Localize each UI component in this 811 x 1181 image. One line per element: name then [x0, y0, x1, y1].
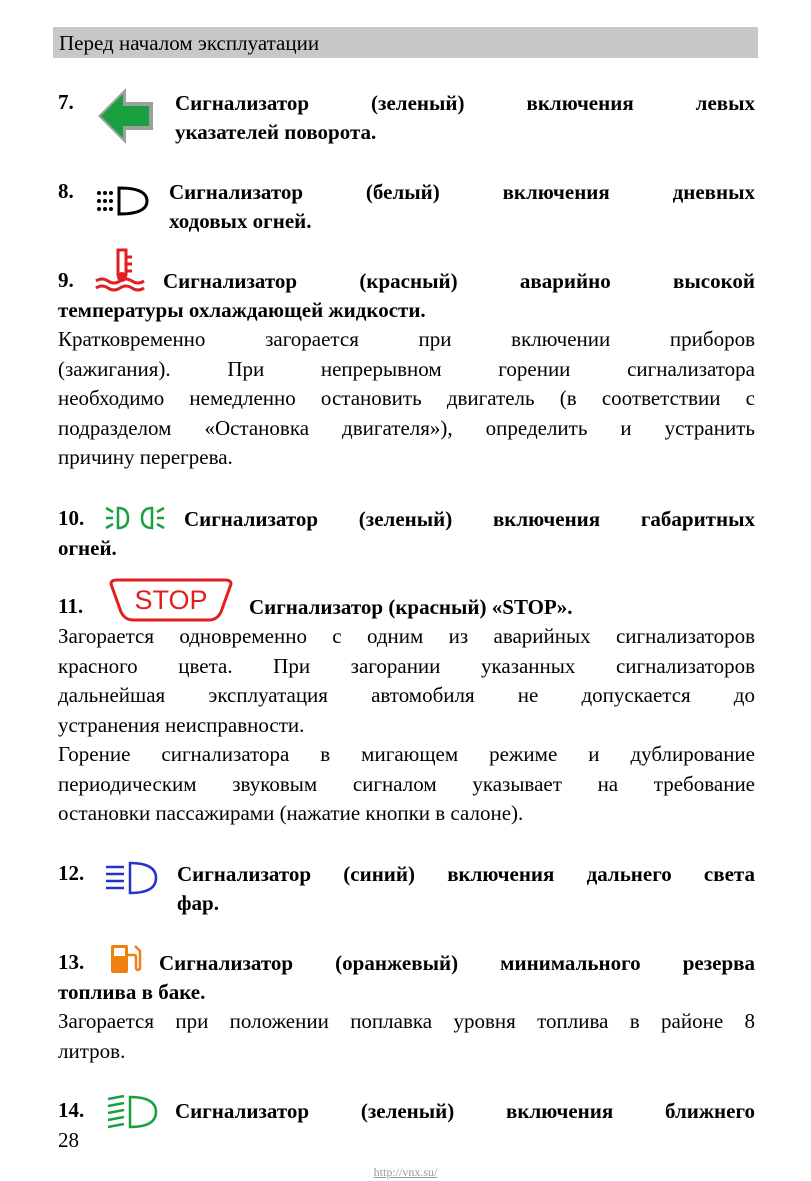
item-7-line-2: указателей поворота.: [175, 120, 377, 144]
item-9-line-2: температуры охлаждающей жидкости.: [58, 298, 426, 322]
stop-icon-text: STOP: [134, 585, 208, 615]
item-11-desc-line-2: красного цвета. При загорании указанных сигнализаторов: [58, 653, 755, 678]
item-12-number: 12.: [58, 861, 85, 885]
item-10-line-2: огней.: [58, 536, 117, 560]
item-11-desc-line-5: Горение сигнализатора в мигающем режиме и дублирование: [58, 742, 755, 766]
item-13-desc-line-2: литров.: [58, 1038, 126, 1063]
item-9-line-1: Сигнализатор (красный) аварийно высокой: [163, 269, 755, 293]
item-10-line-1: Сигнализатор (зеленый) включения габаритных: [184, 507, 755, 531]
item-13-desc-line-1: Загорается при положении поплавка уровня топлива в районе 8: [58, 1009, 755, 1033]
item-9-desc-line-3: необходимо немедленно остановить двигатель (в соответствии с: [58, 386, 755, 410]
item-11-description: [58, 622, 755, 829]
item-7-line-1: Сигнализатор (зеленый) включения левых: [175, 91, 755, 115]
item-9-desc-line-2: (зажигания). При непрерывном горении сигнализатора: [58, 356, 755, 381]
footer-link[interactable]: http://vnx.su/: [373, 1165, 438, 1179]
coolant-temperature-icon: [94, 246, 150, 294]
item-14-line-1: Сигнализатор (зеленый) включения ближнего: [175, 1099, 755, 1123]
item-13-description: [58, 1007, 755, 1066]
item-11-desc-line-6: периодическим звуковым сигналом указывает на требование: [58, 771, 755, 796]
item-9-desc-line-4: подразделом «Остановка двигателя»), определить и устранить: [58, 415, 755, 440]
item-9-number: 9.: [58, 268, 74, 292]
stop-icon: [107, 576, 235, 624]
item-9-desc-line-5: причину перегрева.: [58, 445, 233, 469]
low-beam-icon: [104, 1093, 160, 1133]
high-beam-icon: [104, 859, 160, 899]
left-turn-arrow-icon: [95, 85, 157, 147]
item-12-line-2: фар.: [177, 891, 219, 915]
item-8-line-1: Сигнализатор (белый) включения дневных: [169, 180, 755, 204]
page-number: 28: [58, 1128, 79, 1152]
item-11-line-1: Сигнализатор (красный) «STOP».: [249, 595, 573, 619]
item-8-line-2: ходовых огней.: [169, 209, 312, 233]
item-11-number: 11.: [58, 594, 84, 618]
side-marker-lights-icon: [104, 502, 172, 534]
item-14-number: 14.: [58, 1098, 85, 1122]
item-13-number: 13.: [58, 950, 85, 974]
page-header: [53, 27, 758, 58]
daytime-running-lights-icon: [95, 184, 151, 218]
item-9-description: [58, 325, 755, 473]
item-11-desc-line-7: остановки пассажирами (нажатие кнопки в салоне).: [58, 801, 524, 825]
item-8-number: 8.: [58, 179, 74, 203]
item-13-line-1: Сигнализатор (оранжевый) минимального резерва: [159, 951, 755, 975]
item-11-desc-line-1: Загорается одновременно с одним из аварийных сигнализаторов: [58, 624, 755, 648]
item-11-desc-line-3: дальнейшая эксплуатация автомобиля не допускается до: [58, 683, 755, 707]
item-11-desc-line-4: устранения неисправности.: [58, 712, 305, 737]
item-7-number: 7.: [58, 90, 74, 114]
item-13-line-2: топлива в баке.: [58, 980, 206, 1004]
header-title: Перед началом эксплуатации: [59, 31, 320, 55]
fuel-reserve-icon: [108, 941, 144, 977]
item-12-line-1: Сигнализатор (синий) включения дальнего света: [177, 862, 755, 886]
item-10-number: 10.: [58, 506, 85, 530]
item-9-desc-line-1: Кратковременно загорается при включении приборов: [58, 327, 755, 351]
